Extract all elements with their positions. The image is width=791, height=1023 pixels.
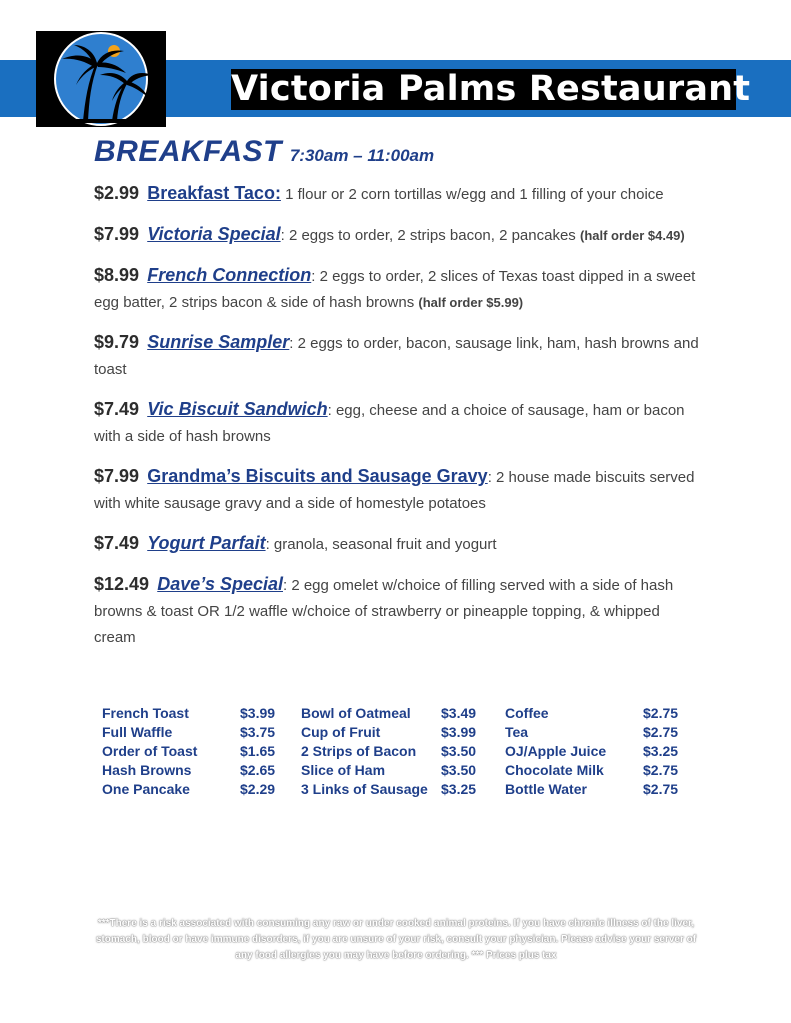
- side-row: [301, 742, 479, 761]
- side-price: $3.75: [240, 724, 276, 740]
- menu-item: [94, 180, 699, 208]
- side-price: $1.65: [240, 743, 276, 759]
- side-row: [505, 704, 681, 723]
- footer-disclaimer: ***There is a risk associated with consuming any raw or under cooked animal proteins. If you have chronic illness of the liver, stomach, blood or have immune disorders, if you are unsure of your risk, consult your physician. Please advise your server of any food allergies you may have before ordering. *** Prices plus tax: [95, 918, 697, 961]
- item-desc: : 2 eggs to order, bacon, sausage link, ham, hash browns and toast: [94, 335, 699, 378]
- item-desc: 1 flour or 2 corn tortillas w/egg and 1 filling of your choice: [280, 186, 664, 203]
- item-price: $7.99: [94, 466, 140, 486]
- item-name: Breakfast Taco:: [147, 183, 281, 203]
- side-price: $3.49: [441, 705, 477, 721]
- side-price: $3.99: [441, 724, 477, 740]
- item-desc: : granola, seasonal fruit and yogurt: [265, 536, 497, 553]
- side-price: $2.75: [643, 762, 679, 778]
- menu-items: [94, 180, 699, 664]
- side-name: Hash Browns: [102, 762, 192, 778]
- section-hours: 7:30am – 11:00am: [289, 146, 435, 165]
- item-price: $7.99: [94, 224, 140, 244]
- side-price: $3.50: [441, 762, 477, 778]
- item-name: French Connection: [147, 265, 312, 285]
- side-price: $2.65: [240, 762, 276, 778]
- side-row: [505, 761, 681, 780]
- side-name: One Pancake: [102, 781, 190, 797]
- side-price: $2.75: [643, 705, 679, 721]
- palm-tree-logo: [36, 31, 166, 127]
- side-row: [301, 723, 479, 742]
- side-name: Cup of Fruit: [301, 724, 381, 740]
- side-row: [301, 704, 479, 723]
- menu-item: [94, 329, 699, 383]
- side-name: OJ/Apple Juice: [505, 743, 607, 759]
- item-price: $2.99: [94, 183, 140, 203]
- item-price: $12.49: [94, 574, 150, 594]
- side-name: Coffee: [505, 705, 549, 721]
- item-price: $9.79: [94, 332, 140, 352]
- side-price: $3.25: [643, 743, 679, 759]
- side-row: [505, 723, 681, 742]
- item-price: $8.99: [94, 265, 140, 285]
- side-row: [505, 780, 681, 799]
- item-desc: : 2 egg omelet w/choice of filling served with a side of hash browns & toast OR 1/2 waffle w/choice of strawberry or pineapple topping, & whipped cream: [94, 577, 674, 646]
- side-name: Chocolate Milk: [505, 762, 604, 778]
- section-title: BREAKFAST: [94, 135, 282, 168]
- restaurant-title: Victoria Palms Restaurant: [231, 69, 751, 109]
- side-price: $2.29: [240, 781, 276, 797]
- side-name: 2 Strips of Bacon: [301, 743, 417, 759]
- item-price: $7.49: [94, 399, 140, 419]
- menu-item: [94, 530, 699, 558]
- item-desc: : 2 house made biscuits served with white sausage gravy and a side of homestyle potatoes: [94, 469, 695, 512]
- side-name: Slice of Ham: [301, 762, 386, 778]
- sides-column-drinks: [505, 704, 681, 799]
- sides-column-extras: [301, 704, 479, 799]
- menu-item: [94, 463, 699, 517]
- side-name: Tea: [505, 724, 529, 740]
- side-name: Bowl of Oatmeal: [301, 705, 411, 721]
- menu-item: [94, 221, 699, 249]
- item-name: Grandma’s Biscuits and Sausage Gravy: [147, 466, 488, 486]
- side-name: Bottle Water: [505, 781, 587, 797]
- side-row: [102, 761, 278, 780]
- menu-item: [94, 262, 699, 316]
- item-name: Victoria Special: [147, 224, 281, 244]
- item-half-order: (half order $5.99): [418, 295, 524, 310]
- section-heading: [94, 135, 434, 169]
- side-row: [301, 761, 479, 780]
- side-price: $2.75: [643, 724, 679, 740]
- side-name: Order of Toast: [102, 743, 198, 759]
- item-half-order: (half order $4.49): [579, 228, 685, 243]
- menu-item: [94, 396, 699, 450]
- side-price: $3.50: [441, 743, 477, 759]
- item-desc: : 2 eggs to order, 2 strips bacon, 2 pancakes: [280, 227, 580, 244]
- item-price: $7.49: [94, 533, 140, 553]
- side-row: [102, 780, 278, 799]
- side-name: French Toast: [102, 705, 189, 721]
- side-row: [102, 742, 278, 761]
- side-row: [505, 742, 681, 761]
- side-price: $3.25: [441, 781, 477, 797]
- item-name: Dave’s Special: [157, 574, 283, 594]
- side-row: [102, 704, 278, 723]
- side-row: [102, 723, 278, 742]
- sides-column-food: [102, 704, 278, 799]
- side-name: 3 Links of Sausage: [301, 781, 428, 797]
- item-desc: : egg, cheese and a choice of sausage, ham or bacon with a side of hash browns: [94, 402, 685, 445]
- item-name: Vic Biscuit Sandwich: [147, 399, 328, 419]
- side-price: $3.99: [240, 705, 276, 721]
- side-price: $2.75: [643, 781, 679, 797]
- item-name: Sunrise Sampler: [147, 332, 290, 352]
- item-desc: : 2 eggs to order, 2 slices of Texas toast dipped in a sweet egg batter, 2 strips bacon & side of hash browns: [94, 268, 696, 311]
- side-row: [301, 780, 479, 799]
- side-name: Full Waffle: [102, 724, 173, 740]
- item-name: Yogurt Parfait: [147, 533, 266, 553]
- menu-item: [94, 571, 699, 651]
